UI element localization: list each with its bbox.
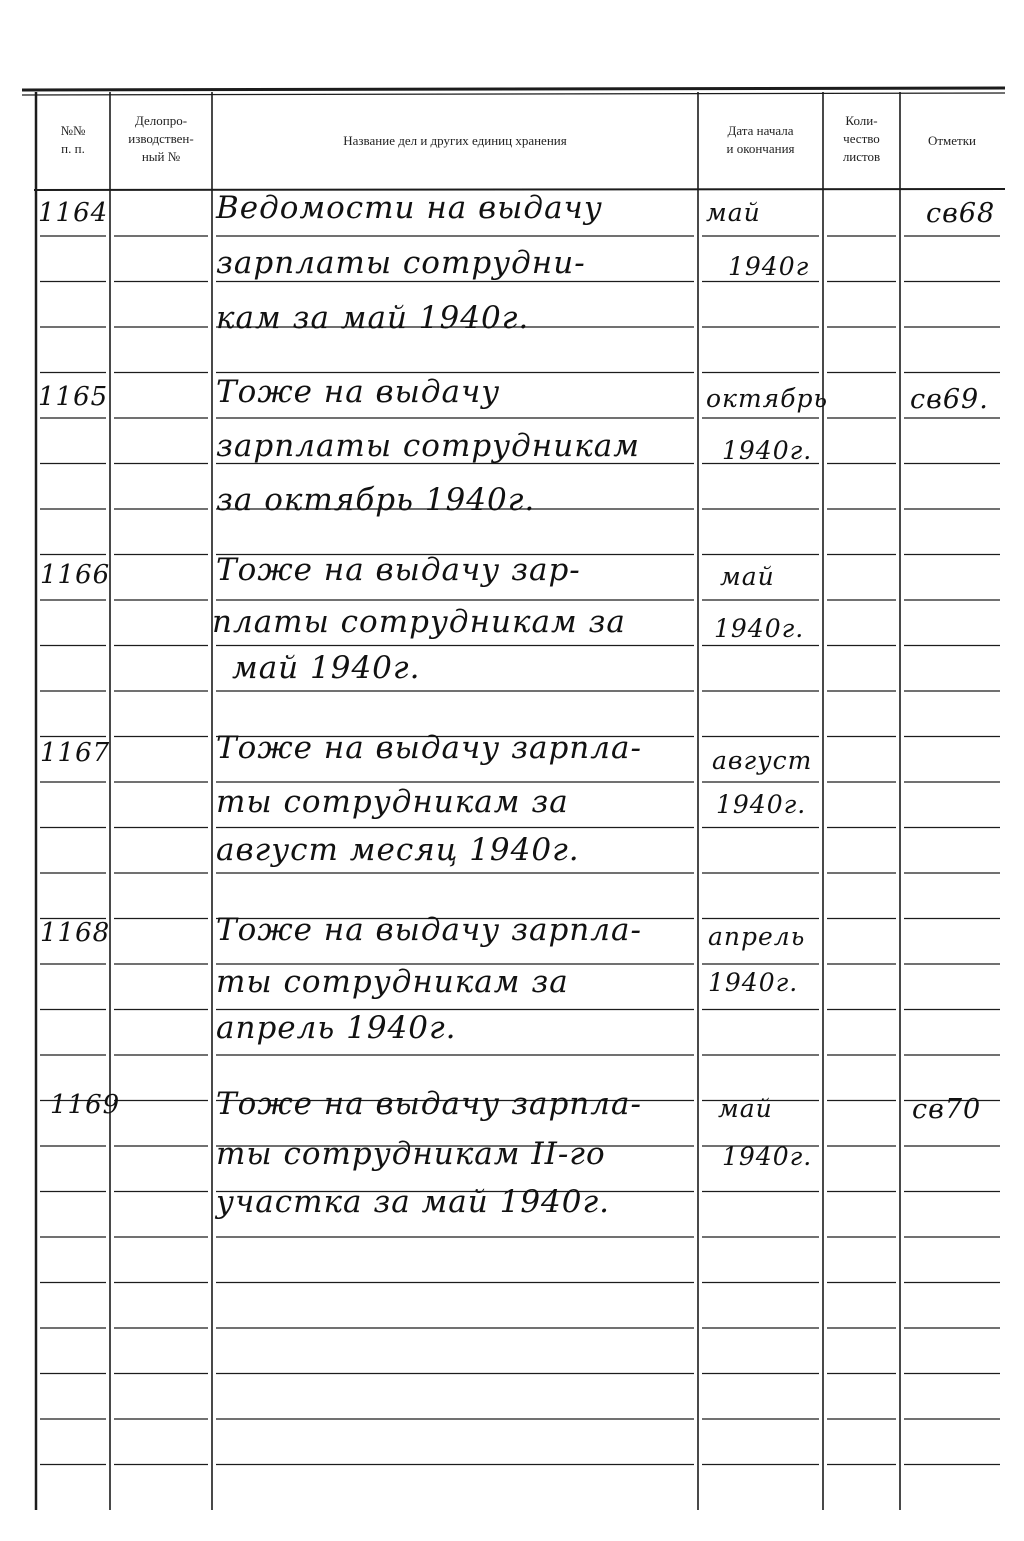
entry-number: 1168 [40, 918, 111, 948]
entry-note: св70 [912, 1094, 982, 1125]
entry-title-line: май 1940г. [232, 650, 421, 686]
entry-title-line: Тоже на выдачу зарпла- [216, 1086, 642, 1122]
entry-date-line: 1940г. [722, 436, 813, 465]
entry-title-line: август месяц 1940г. [216, 832, 580, 868]
entry-title-line: ты сотрудникам за [216, 784, 569, 820]
entry-title-line: Тоже на выдачу зарпла- [216, 730, 642, 766]
entry-title-line: платы сотрудникам за [212, 604, 626, 640]
header-number: №№ п. п. [60, 123, 86, 156]
entry-title-line: за октябрь 1940г. [216, 482, 536, 518]
entry-note: св69. [910, 384, 989, 415]
entry-title-line: Ведомости на выдачу [216, 190, 603, 226]
entry-title-line: ты сотрудникам II-го [216, 1136, 606, 1172]
entry-title-line: Тоже на выдачу зар- [216, 552, 581, 588]
entry-title-line: ты сотрудникам за [216, 964, 569, 1000]
entry-title-line: зарплаты сотрудникам [216, 428, 640, 464]
entry-date-line: май [706, 198, 761, 227]
header-office-number: Делопро- изводствен- ный № [128, 113, 194, 164]
entry-number: 1166 [40, 560, 111, 590]
entry-date-line: 1940г. [708, 968, 799, 997]
header-sheets: Коли- чество листов [842, 113, 881, 164]
entry-title-line: Тоже на выдачу [216, 374, 501, 410]
entry-date-line: май [720, 562, 775, 591]
entry-date-line: 1940г. [722, 1142, 813, 1171]
entry-number: 1169 [50, 1090, 121, 1120]
entry-date-line: 1940г [728, 252, 810, 281]
entry-date-line: 1940г. [716, 790, 807, 819]
header-title: Название дел и других единиц хранения [343, 133, 567, 148]
entry-title-line: кам за май 1940г. [216, 300, 530, 336]
header-dates: Дата начала и окончания [726, 123, 795, 156]
entry-number: 1165 [38, 382, 109, 412]
entry-date-line: апрель [708, 922, 806, 951]
header-notes: Отметки [927, 133, 977, 148]
entry-number: 1164 [38, 198, 109, 228]
entry-note: св68 [926, 198, 996, 229]
entry-title-line: Тоже на выдачу зарпла- [216, 912, 642, 948]
entry-date-line: октябрь [706, 384, 829, 413]
entry-title-line: апрель 1940г. [216, 1010, 457, 1046]
entry-date-line: август [712, 746, 813, 775]
entry-title-line: участка за май 1940г. [216, 1184, 611, 1220]
entry-number: 1167 [40, 738, 111, 768]
entry-title-line: зарплаты сотрудни- [216, 245, 586, 281]
entry-date-line: 1940г. [714, 614, 805, 643]
entry-date-line: май [718, 1094, 773, 1123]
